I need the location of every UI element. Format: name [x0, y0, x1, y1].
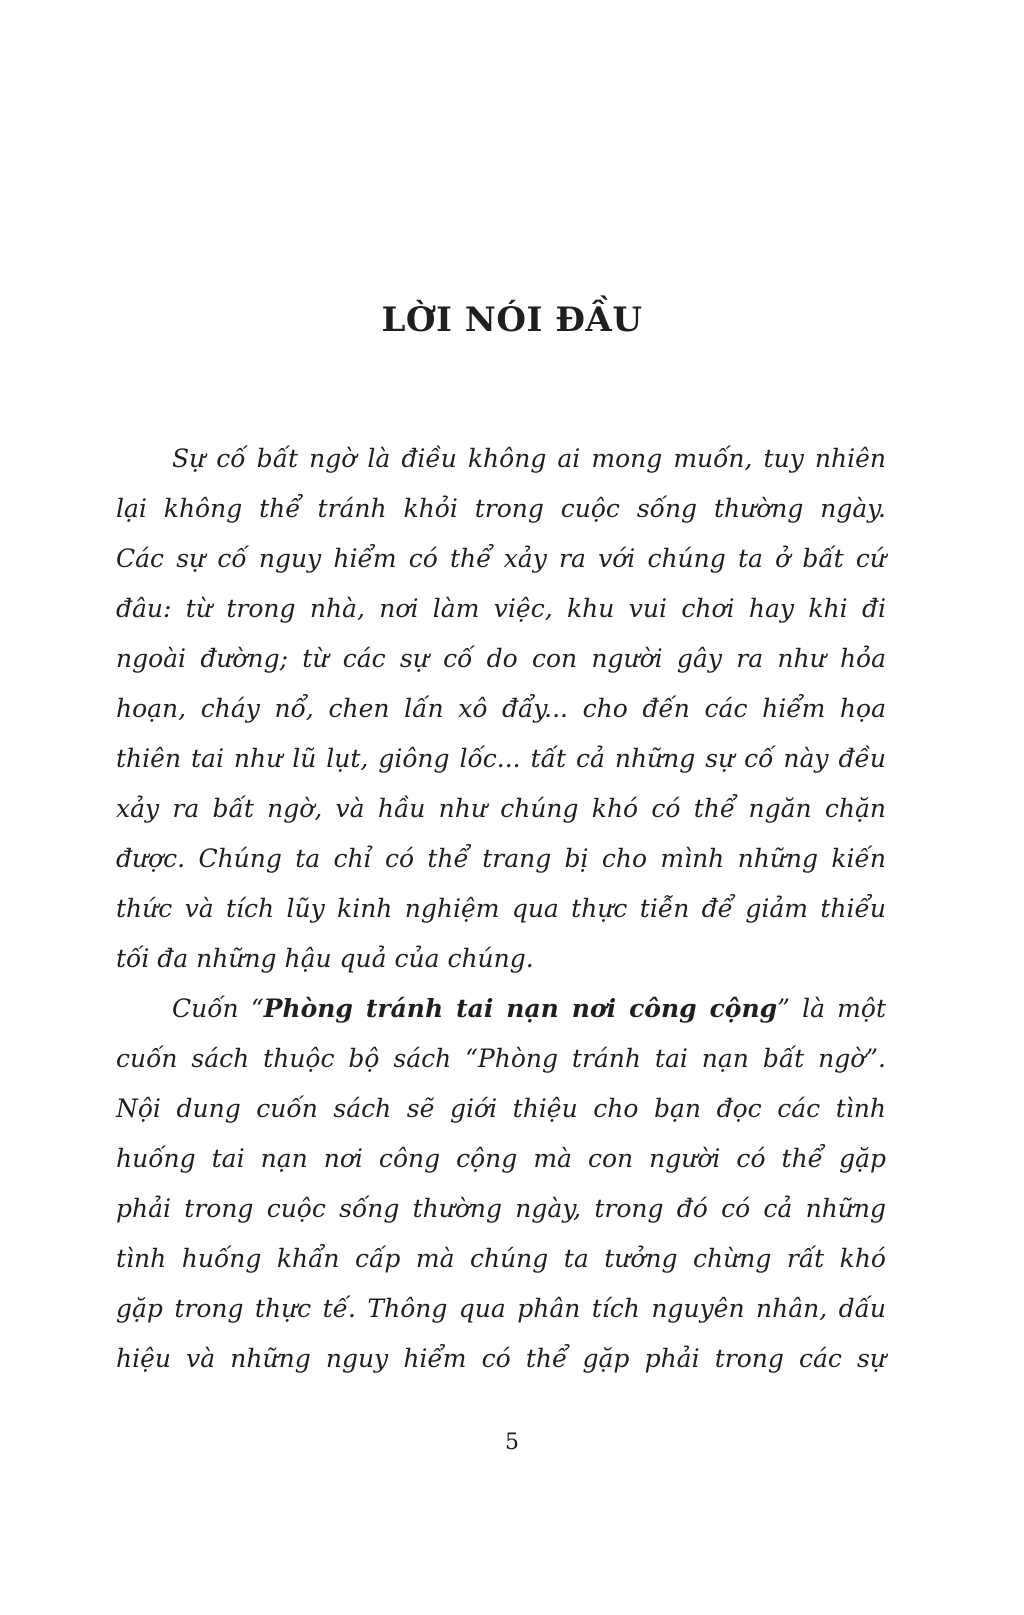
- text-line: hiệu và những nguy hiểm có thể gặp phải trong các sự: [116, 1344, 886, 1373]
- page-title: LỜI NÓI ĐẦU: [381, 300, 643, 340]
- text-line: lại không thể tránh khỏi trong cuộc sống thường ngày.: [116, 494, 886, 523]
- text-line: gặp trong thực tế. Thông qua phân tích nguyên nhân, dấu: [116, 1294, 886, 1323]
- text-line: Các sự cố nguy hiểm có thể xảy ra với chúng ta ở bất cứ: [116, 544, 886, 573]
- body-text: [116, 434, 886, 1384]
- text-line: thiên tai như lũ lụt, giông lốc... tất cả những sự cố này đều: [116, 744, 886, 773]
- text-line-with-book-title: [116, 984, 886, 1034]
- text-line: xảy ra bất ngờ, và hầu như chúng khó có thể ngăn chặn: [116, 794, 886, 823]
- text-line: đâu: từ trong nhà, nơi làm việc, khu vui chơi hay khi đi: [116, 594, 886, 623]
- text-line: Nội dung cuốn sách sẽ giới thiệu cho bạn đọc các tình: [116, 1094, 886, 1123]
- text-line: tối đa những hậu quả của chúng.: [116, 944, 534, 973]
- paragraph-1: [116, 434, 886, 984]
- text-line: được. Chúng ta chỉ có thể trang bị cho mình những kiến: [116, 844, 886, 873]
- text-line: tình huống khẩn cấp mà chúng ta tưởng chừng rất khó: [116, 1244, 886, 1273]
- page-number: 5: [505, 1430, 519, 1455]
- text-line: thức và tích lũy kinh nghiệm qua thực tiễn để giảm thiểu: [116, 894, 886, 923]
- text-line: Sự cố bất ngờ là điều không ai mong muốn, tuy nhiên: [172, 444, 886, 473]
- text-fragment: ” là một: [777, 994, 886, 1023]
- text-line: cuốn sách thuộc bộ sách “Phòng tránh tai nạn bất ngờ”.: [116, 1044, 886, 1073]
- text-line: hoạn, cháy nổ, chen lấn xô đẩy... cho đến các hiểm họa: [116, 694, 886, 723]
- text-line: huống tai nạn nơi công cộng mà con người có thể gặp: [116, 1144, 886, 1173]
- paragraph-2: [116, 984, 886, 1384]
- text-line: phải trong cuộc sống thường ngày, trong đó có cả những: [116, 1194, 886, 1223]
- text-fragment: Cuốn “: [172, 994, 264, 1023]
- book-title: Phòng tránh tai nạn nơi công cộng: [263, 994, 778, 1023]
- text-line: ngoài đường; từ các sự cố do con người gây ra như hỏa: [116, 644, 886, 673]
